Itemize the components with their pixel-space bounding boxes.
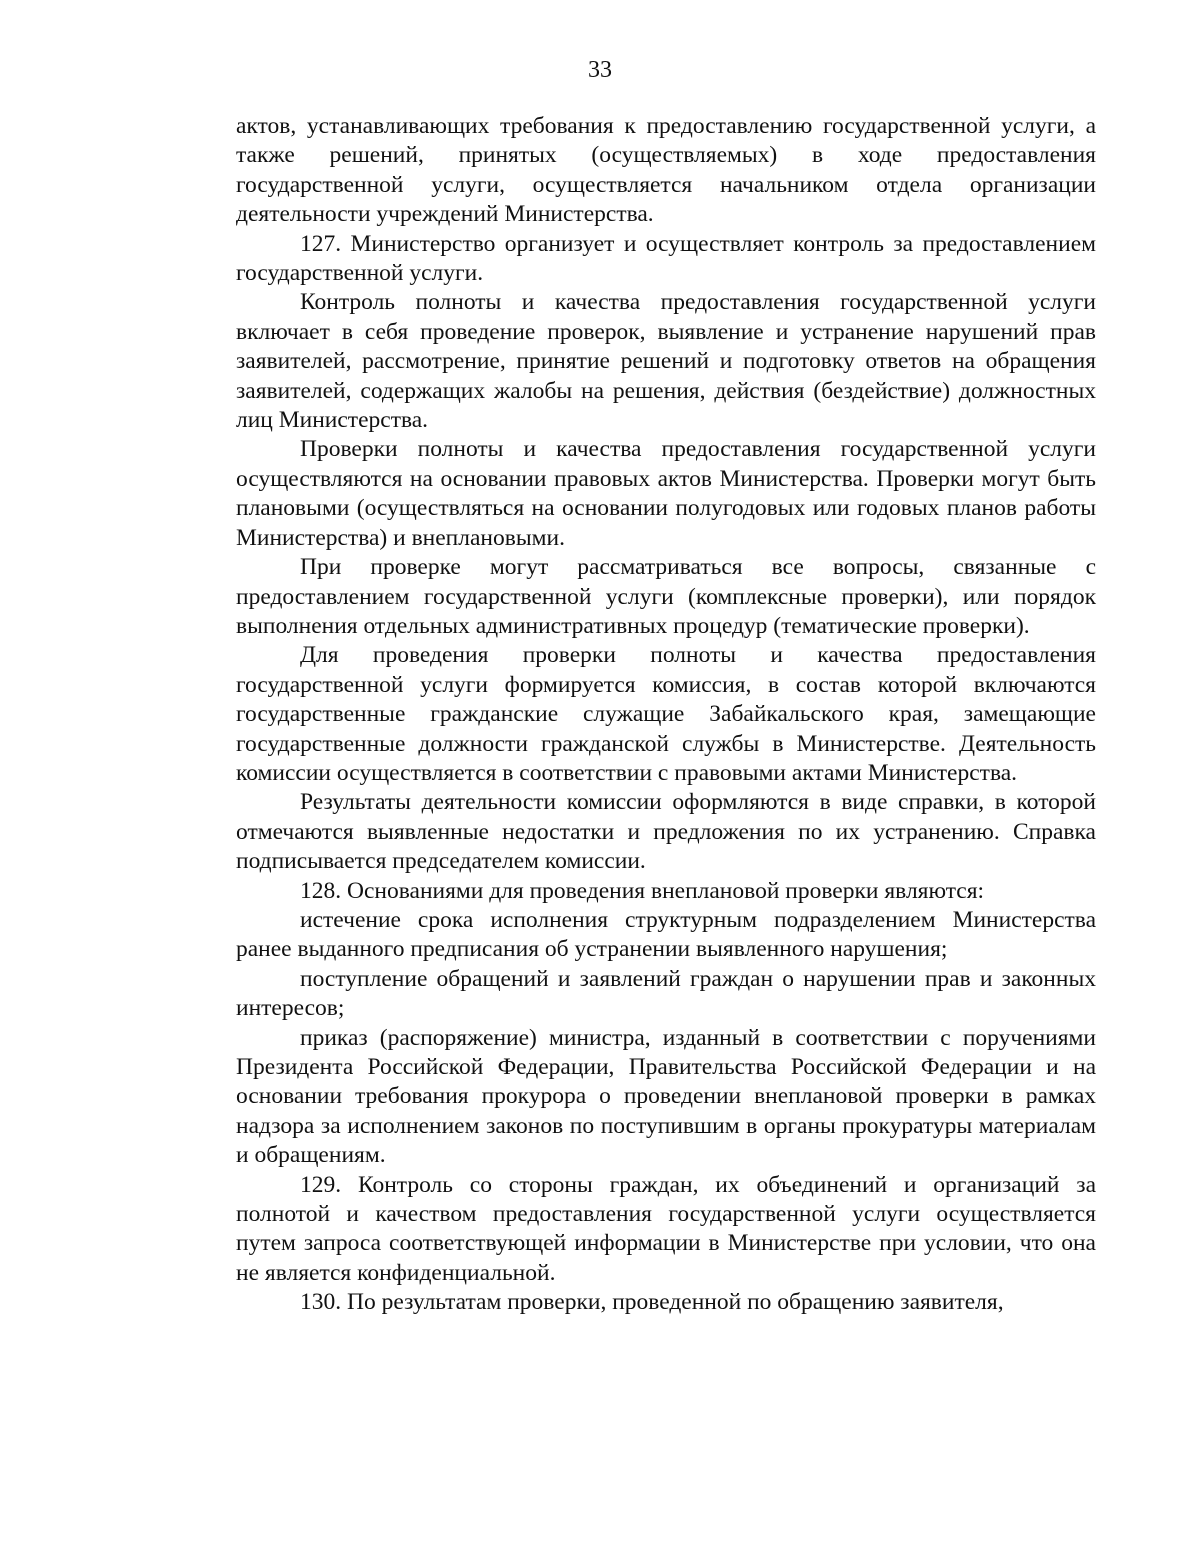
paragraph-control-scope: Контроль полноты и качества предоставления государственной услуги включает в себя проведение проверок, выявление и устранение нарушений прав заявителей, рассмотрение, принятие решений и подготовку ответов на обращения заявителей, содержащих жалобы на решения, действия (бездействие) должностных лиц Министерства. <box>236 289 1096 434</box>
list-item-minister-order: приказ (распоряжение) министра, изданный в соответствии с поручениями Президента Российской Федерации, Правительства Российской Федерации и на основании требования прокурора о проведении внеплановой проверки в рамках надзора за исполнением законов по поступившим в органы прокуратуры материалам и обращениям. <box>236 1024 1096 1169</box>
page-number: 33 <box>588 57 612 83</box>
paragraph-inspection-questions: При проверке могут рассматриваться все вопросы, связанные с предоставлением государственной услуги (комплексные проверки), или порядок выполнения отдельных административных процедур (тематические проверки). <box>236 554 1096 639</box>
document-body <box>236 112 1096 1318</box>
list-item-deadline-expiry: истечение срока исполнения структурным подразделением Министерства ранее выданного предписания об устранении выявленного нарушения; <box>236 906 1096 963</box>
paragraph-inspections-basis: Проверки полноты и качества предоставления государственной услуги осуществляются на основании правовых актов Министерства. Проверки могут быть плановыми (осуществляться на основании полугодовых или годовых планов работы Министерства) и внеплановыми. <box>236 436 1096 551</box>
paragraph-commission: Для проведения проверки полноты и качества предоставления государственной услуги формируется комиссия, в состав которой включаются государственные гражданские служащие Забайкальского края, замещающие государственные должности гражданской службы в Министерстве. Деятельность комиссии осуществляется в соответствии с правовыми актами Министерства. <box>236 642 1096 786</box>
list-item-citizen-appeals: поступление обращений и заявлений граждан о нарушении прав и законных интересов; <box>236 965 1096 1022</box>
paragraph-130: 130. По результатам проверки, проведенной по обращению заявителя, <box>300 1289 1004 1316</box>
paragraph-continuation: актов, устанавливающих требования к предоставлению государственной услуги, а также решений, принятых (осуществляемых) в ходе предоставления государственной услуги, осуществляется начальником отдела организации деятельности учреждений Министерства. <box>236 113 1096 228</box>
paragraph-127: 127. Министерство организует и осуществляет контроль за предоставлением государственной услуги. <box>236 230 1096 287</box>
paragraph-128: 128. Основаниями для проведения внеплановой проверки являются: <box>300 877 985 904</box>
paragraph-129: 129. Контроль со стороны граждан, их объединений и организаций за полнотой и качеством предоставления государственной услуги осуществляется путем запроса соответствующей информации в Министерстве при условии, что она не является конфиденциальной. <box>236 1171 1096 1286</box>
paragraph-commission-results: Результаты деятельности комиссии оформляются в виде справки, в которой отмечаются выявленные недостатки и предложения по их устранению. Справка подписывается председателем комиссии. <box>236 789 1096 875</box>
